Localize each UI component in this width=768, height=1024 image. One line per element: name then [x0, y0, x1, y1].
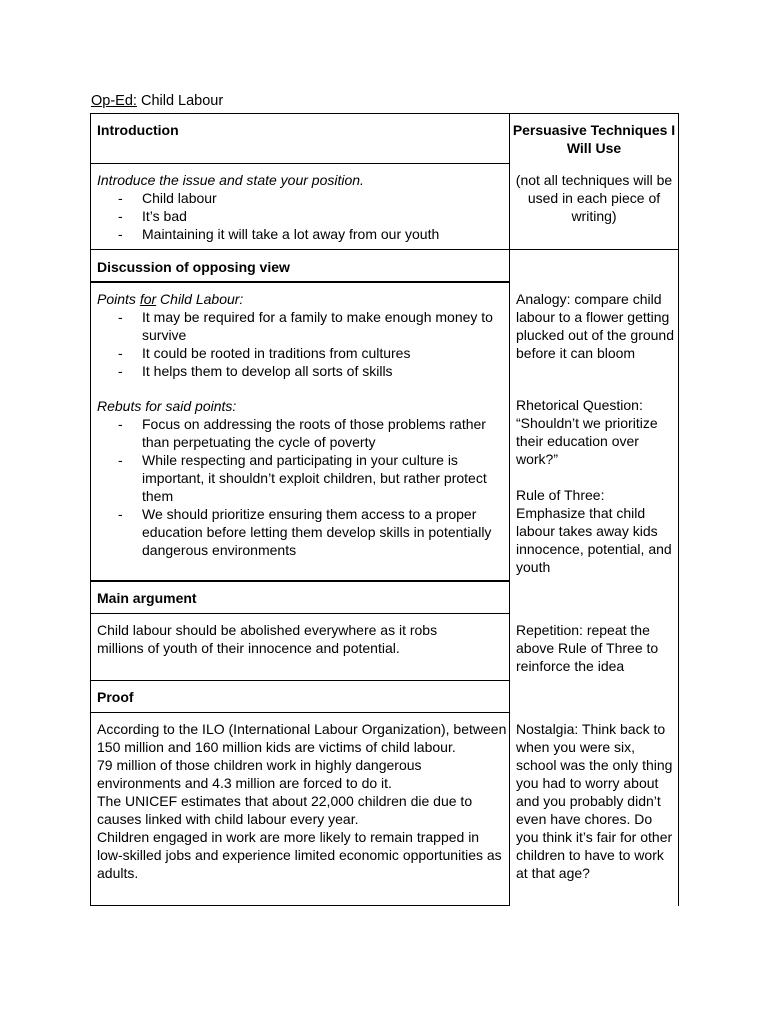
nostalgia-text: Nostalgia: Think back to when you were six, school was the only thing you had to worry about and you probably didn’t even have chores. Do you think it’s fair for other children to have to work at that age?	[516, 721, 673, 881]
list-item: - Child labour	[97, 189, 507, 207]
proof-cell	[97, 720, 507, 882]
title-prefix: Op-Ed:	[91, 93, 137, 109]
title-text: Child Labour	[140, 93, 224, 109]
table-border-right	[678, 113, 679, 906]
points-for-label	[97, 290, 507, 308]
rhetorical-text: “Shouldn’t we prioritize their education over work?”	[516, 415, 658, 467]
techniques-heading	[512, 121, 676, 157]
rebuts-label: Rebuts for said points:	[97, 398, 237, 414]
proof-line: According to the ILO (International Labour Organization), between 150 million and 160 million kids are victims of child labour.	[97, 721, 507, 755]
list-item: - It’s bad	[97, 207, 507, 225]
introduction-cell	[97, 171, 507, 243]
rebuts-list	[97, 415, 507, 559]
techniques-note-text: (not all techniques will be used in each piece of writing)	[515, 172, 673, 224]
row-divider	[90, 249, 679, 250]
row-divider	[90, 712, 510, 713]
table-border-bottom	[90, 905, 510, 906]
proof-line: The UNICEF estimates that about 22,000 children die due to causes linked with child labour every year.	[97, 793, 473, 827]
list-item: - Focus on addressing the roots of those problems rather than perpetuating the cycle of poverty	[97, 415, 507, 451]
points-for-pre: Points	[97, 291, 140, 307]
opposing-view-cell	[97, 290, 507, 559]
rule-text: Emphasize that child labour takes away kids innocence, potential, and youth	[516, 505, 672, 575]
row-divider	[90, 281, 510, 283]
proof-heading-text: Proof	[97, 689, 134, 705]
points-for-list	[97, 308, 507, 380]
opposing-view-heading-text: Discussion of opposing view	[97, 259, 290, 275]
introduction-heading	[97, 121, 502, 139]
introduction-heading-text: Introduction	[97, 122, 179, 138]
technique-rule-of-three	[516, 486, 676, 576]
list-item: - It could be rooted in traditions from cultures	[97, 344, 507, 362]
list-item: - It may be required for a family to make enough money to survive	[97, 308, 507, 344]
main-argument-text: Child labour should be abolished everywhere as it robs millions of youth of their innocence and potential.	[97, 622, 438, 656]
rhetorical-label: Rhetorical Question:	[516, 397, 643, 413]
row-divider	[90, 680, 510, 681]
table-border-top	[90, 113, 679, 114]
points-for-post: Child Labour:	[156, 291, 244, 307]
intro-prompt: Introduce the issue and state your position.	[97, 172, 364, 188]
analogy-text: Analogy: compare child labour to a flower getting plucked out of the ground before it can bloom	[516, 291, 675, 361]
outline-table	[90, 113, 679, 906]
table-border-left	[90, 113, 91, 906]
rule-label: Rule of Three:	[516, 487, 605, 503]
technique-nostalgia	[516, 720, 676, 882]
intro-points-list	[97, 189, 507, 243]
points-for-word: for	[139, 291, 157, 307]
row-divider	[90, 580, 510, 582]
row-divider	[90, 613, 510, 614]
column-divider	[509, 113, 510, 906]
proof-line: Children engaged in work are more likely to remain trapped in low-skilled jobs and experience limited economic opportunities as adults.	[97, 829, 502, 881]
list-item: - It helps them to develop all sorts of skills	[97, 362, 507, 380]
row-divider	[90, 163, 510, 164]
list-item: - While respecting and participating in your culture is important, it shouldn’t exploit children, but rather protect them	[97, 451, 507, 505]
main-argument-heading	[97, 589, 502, 607]
list-item: - We should prioritize ensuring them access to a proper education before letting them develop skills in potentially dangerous environments	[97, 505, 507, 559]
technique-repetition	[516, 621, 676, 675]
opposing-view-heading	[97, 258, 502, 276]
main-argument-heading-text: Main argument	[97, 590, 197, 606]
techniques-heading-text: Persuasive Techniques I Will Use	[512, 122, 676, 156]
technique-analogy	[516, 290, 676, 362]
list-item: - Maintaining it will take a lot away from our youth	[97, 225, 507, 243]
document-title	[91, 93, 223, 109]
proof-line: 79 million of those children work in highly dangerous environments and 4.3 million are forced to do it.	[97, 757, 422, 791]
proof-heading	[97, 688, 502, 706]
technique-rhetorical-question	[516, 396, 676, 468]
techniques-note	[512, 171, 676, 225]
main-argument-cell	[97, 621, 482, 657]
repetition-text: Repetition: repeat the above Rule of Three to reinforce the idea	[516, 622, 659, 674]
